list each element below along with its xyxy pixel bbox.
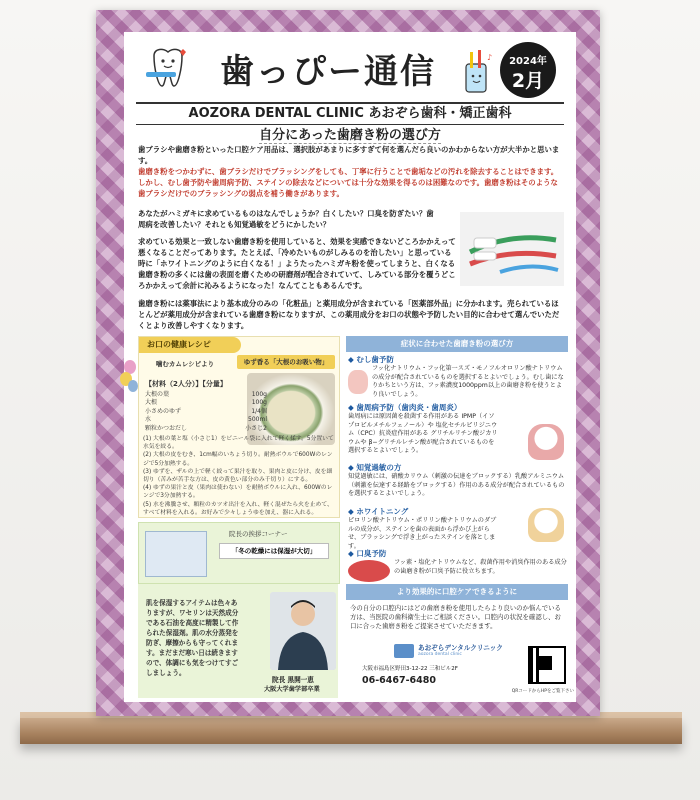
- recipe-step: (5) 水を沸騰させ、顆粒のカツオ出汁を入れ、軽く混ぜたら火を止めて、すべて材料を入れる。お好みで少々しょうゆを加え、器に入れる。: [143, 501, 333, 516]
- clinic-logo: [394, 642, 504, 660]
- clinic-name-bar: AOZORA DENTAL CLINIC あおぞら歯科・矯正歯科: [136, 102, 564, 125]
- article-title: [136, 124, 564, 142]
- recipe-step: (3) ゆずを、ザルの上で軽く絞って果汁を取り、果肉と皮に分け、皮を細切り（苦みが苦手な方は、皮の黄色い部分のみ千切り）にする。: [143, 468, 333, 484]
- recipe-label: お口の健康レシピ: [139, 337, 241, 353]
- toothpaste-section-header: 症状に合わせた歯磨き粉の選び方: [346, 336, 568, 352]
- item-heading: ◆ むし歯予防: [348, 354, 568, 365]
- intro-paragraph-4: 歯磨き粉には薬事法により基本成分のみの「化粧品」と薬用成分が含まれている「医薬部外品」に分かれます。売られているほとんどが薬用成分が含まれている歯磨き粉になりますが、この薬用成分をお口の状態や予防したい目的に合わせて選んでいただくとより改善しやすくなります。: [138, 299, 560, 330]
- qr-caption: QRコードからHPをご覧下さい: [511, 689, 574, 694]
- clinic-phone: 06-6467-6480: [362, 675, 436, 686]
- ingredients-title: 【材料（2人分）】【分量】: [145, 380, 227, 388]
- ingredient-amount: 500ml: [248, 416, 267, 424]
- principal-name: 院長 黒開一恵: [272, 676, 314, 684]
- tooth-mascot-icon: [146, 46, 190, 92]
- stained-tooth-illustration: [528, 508, 564, 542]
- item-text: 歯周病には原因菌を殺菌する作用がある IPMP（イソプロピルメチルフェノール）や 塩化セチルピリジニウム（CPC）抗炎症作用がある グリチルリチン酸ジカリウムや β−グリチルレチン酸が配合されているものを選択するとよいでしょう。: [348, 413, 498, 455]
- ingredient-name: 大根の葉: [145, 391, 170, 398]
- issue-year: 2024年: [509, 56, 547, 67]
- recipe-name: ゆず香る「大根のお吸い物」: [237, 355, 335, 369]
- cavity-illustration: [348, 370, 368, 394]
- toothpaste-item-sensitivity: [348, 462, 568, 499]
- ingredient-row: [145, 399, 267, 407]
- item-text: フッ化ナトリウム・フッ化第一スズ・モノフルオロリン酸ナトリウムの成分が配合されているものを選択するとよいでしょう。むし歯になりかちという方は、フッ素濃度1000ppm以上の歯磨き粉を使うとより良いでしょう。: [372, 365, 564, 398]
- clinic-address: 大阪市福島区野田3-12-22 三和ビル2F: [362, 666, 458, 672]
- ingredient-row: [145, 416, 267, 424]
- item-heading: ◆ 口臭予防: [348, 548, 568, 559]
- ingredient-row: [145, 391, 267, 399]
- ingredient-amount: 1/4個: [251, 407, 267, 415]
- wooden-shelf: [20, 718, 682, 744]
- ingredient-name: 大根: [145, 399, 158, 407]
- recipe-box: [138, 336, 340, 518]
- item-text: ピロリン酸ナトリウム・ポリリン酸ナトリウムのダブルの成分が、ステインを歯の表面から浮かび上がらせ、ブラッシングで浮き上がったステインを落とします。: [348, 517, 497, 550]
- principal-affiliation: 大阪大学歯学部卒業: [264, 686, 320, 693]
- svg-text:♪: ♪: [487, 53, 493, 62]
- intro-paragraph-1: [138, 144, 562, 199]
- recipe-step: (4) ゆずの果汁と皮（果肉は使わない）を耐熱ボウルに入れ、600Wのレンジで3分加熱する。: [143, 485, 333, 500]
- intro-text-1a: 歯ブラシや歯磨き粉といった口腔ケア用品は、選択肢があまりに多すぎて何を選んだら良いのかわからない方が大半かと思います。: [138, 145, 560, 165]
- item-heading: ◆ 歯周病予防（歯肉炎・歯周炎）: [348, 402, 568, 413]
- ingredient-name: 顆粒かつおだし: [145, 424, 188, 432]
- clinic-logo-mark: [394, 644, 414, 658]
- ingredient-amount: 小さじ2: [245, 424, 267, 432]
- toothbrush-cup-icon: [458, 50, 494, 94]
- clinic-building-icon: [145, 531, 207, 577]
- item-heading: ◆ ホワイトニング: [348, 506, 568, 517]
- ingredient-name: 水: [145, 416, 152, 424]
- newsletter-title: 歯っぴー通信: [220, 52, 436, 92]
- principal-corner: [138, 522, 340, 584]
- issue-month: 2月: [511, 70, 545, 92]
- intro-paragraph-3: 求めている効果と一致しない歯磨き粉を使用していると、効果を実感できないどころかかえって悪くなることだってあります。たとえば、「冷めたいものがしみるのを治したい」と思っている時に「ホワイトニングのように白くなる！」ようたったハミガキ粉を使ってしまうと、白くなる歯磨き粉の多くには歯の表面を磨くための研磨剤が配合されていて、しみている部分を覆うどころかかえって余計に沁みるようになった！なんてこともあるんです。: [138, 237, 456, 290]
- qr-code-center: [538, 656, 552, 670]
- recipe-source: 噛むカムレシピより: [155, 360, 215, 368]
- article-title-text: 自分にあった歯磨き粉の選び方: [259, 128, 441, 143]
- recipe-step: (1) 大根の葉と塩（小さじ1）をビニール袋に入れて軽く揉す。5分置いて水気を絞る。: [143, 436, 334, 451]
- clinic-logo-subtext: aozora dental clinic: [418, 652, 462, 657]
- item-text: 知覚過敏には、硝酸カリウム（刺激の伝達をブロックする）乳酸アルミニウム（刺激を伝達する経路をブロックする）作用のある成分が配合されているものを選択するとよいでしょう。: [348, 473, 565, 498]
- ingredient-row: [145, 425, 267, 433]
- principal-photo: [270, 592, 336, 670]
- principal-message: 肌を保湿するアイテムは色々ありますが、ワセリンは天然成分である石油を高度に精製して作られた保湿剤。肌の水分蒸発を防ぎ、摩擦からも守ってくれます。まだまだ寒い日は続きますので、体調にも気をつけてすごしましょう。: [146, 599, 239, 677]
- toothpaste-item-cavity: [348, 354, 568, 399]
- principal-corner-label: 院長の挨拶コーナー: [229, 530, 288, 538]
- gum-tooth-illustration: [528, 424, 564, 460]
- intro-text-1b: 歯磨き粉をつかわずに、歯ブラシだけでブラッシングをしても、丁寧に行うことで歯垢などの汚れを除去することはできます。しかし、むし歯予防や歯周病予防、ステインの除去などについては十分な効果を得るのは困難なのです。歯磨き粉はそのような歯ブラシだけでのブラッシングの弱点を補う働きがあります。: [138, 167, 559, 198]
- ingredients-list: [145, 391, 267, 433]
- ingredient-amount: 100g: [251, 391, 267, 398]
- intro-paragraph-2: あなたがハミガキに求めているものはなんでしょうか？白くしたい？口臭を防ぎたい？歯周病を改善したい？それとも知覚過敏をどうにかしたい？: [138, 209, 434, 229]
- ingredient-name: 小さめのゆず: [145, 407, 182, 415]
- toothbrush-photo: [460, 212, 564, 286]
- effective-care-text: 今の自分の口腔内にはどの歯磨き粉を使用したらより良いのか悩んでいる方は、当医院の歯科衛生士にご相談ください。口腔内の状況を確認し、お口に合った歯磨き粉をご提案させていただきます。: [350, 604, 561, 630]
- qr-code[interactable]: [528, 646, 566, 684]
- clinic-logo-text: あおぞらデンタルクリニック: [418, 644, 503, 652]
- issue-date-badge: [500, 42, 556, 98]
- recipe-step: (2) 大根の皮をむき、1cm幅のいちょう切り。耐熱ボウルで600Wのレンジで5分加熱する。: [143, 452, 333, 467]
- balloon-icon: [128, 380, 138, 392]
- item-heading: ◆ 知覚過敏の方: [348, 462, 568, 473]
- item-text: フッ素・塩化ナトリウムなど、殺菌作用や消臭作用のある成分の歯磨き粉が口臭予防に役立ちます。: [394, 559, 567, 575]
- mouth-illustration: [348, 560, 390, 582]
- recipe-steps: [143, 435, 335, 517]
- principal-corner-title: 「冬の乾燥には保湿が大切」: [219, 543, 329, 559]
- effective-care-header: より効果的に口腔ケアできるように: [346, 584, 568, 600]
- ingredient-row: [145, 408, 267, 416]
- ingredient-amount: 100g: [251, 399, 267, 407]
